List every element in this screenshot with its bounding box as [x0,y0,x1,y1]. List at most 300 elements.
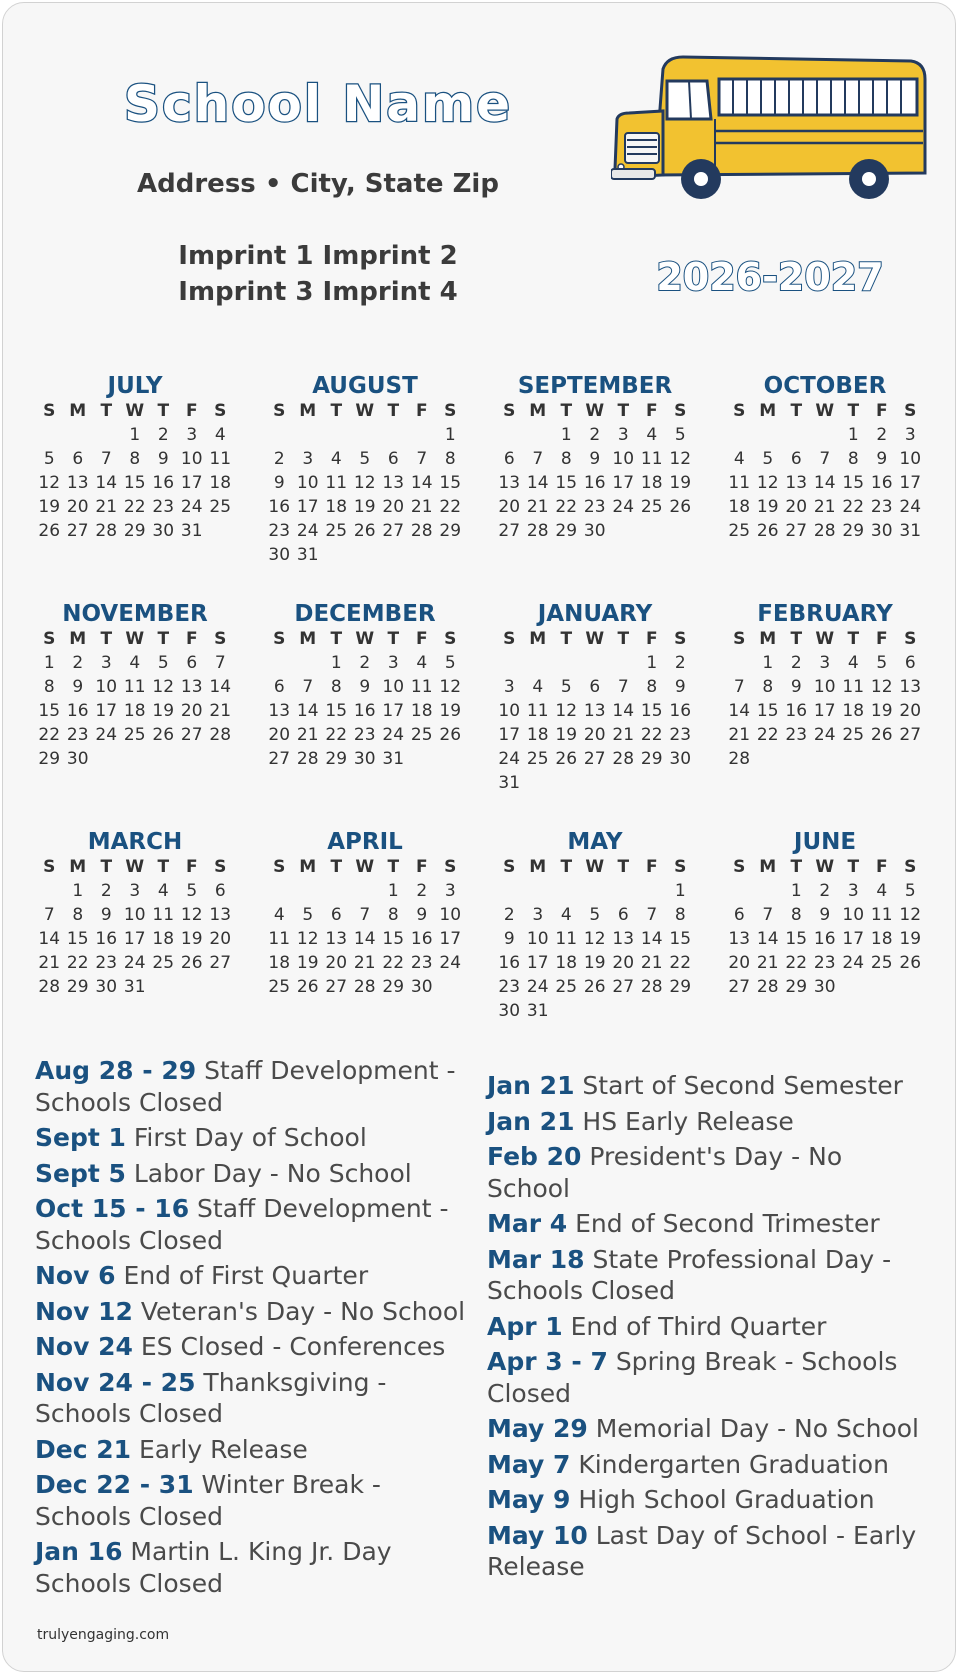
day-cell: 12 [870,677,893,697]
day-cell: 5 [43,449,55,469]
month-name: NOVEMBER [62,601,208,627]
day-cell: 4 [560,905,572,925]
week-row [725,927,925,951]
weekday-label: T [387,401,400,421]
day-cell: 8 [43,677,55,697]
day-cell: 11 [209,449,232,469]
day-cell: 21 [612,725,635,745]
month-april [265,829,465,999]
week-row [495,771,695,795]
day-cell: 26 [555,749,578,769]
day-cell: 1 [72,881,84,901]
month-name: MARCH [87,829,183,855]
day-cell: 20 [66,497,89,517]
day-cell: 16 [498,953,521,973]
week-row [725,519,925,543]
month-name: AUGUST [312,373,418,399]
day-cell: 25 [268,977,291,997]
day-cell: 8 [387,905,399,925]
day-cell [524,879,553,903]
weekday-label: W [125,401,145,421]
week-row [495,651,695,675]
weekday-label: S [733,629,746,649]
day-cell [638,999,667,1023]
weekday-label: M [529,629,547,649]
day-cell: 22 [439,497,462,517]
month-october [725,373,925,543]
day-cell [322,543,351,567]
day-cell: 11 [410,677,433,697]
day-cell: 3 [100,653,112,673]
day-cell [581,651,610,675]
day-cell: 2 [876,425,888,445]
day-cell: 1 [43,653,55,673]
weekday-label: F [875,857,888,877]
day-cell: 8 [129,449,141,469]
day-cell: 4 [532,677,544,697]
day-cell: 21 [728,725,751,745]
week-row [265,951,465,975]
day-cell: 18 [152,929,175,949]
day-cell: 13 [325,929,348,949]
day-cell: 14 [612,701,635,721]
day-cell [64,423,93,447]
day-cell [552,879,581,903]
day-cell: 6 [330,905,342,925]
day-cell: 11 [268,929,291,949]
day-cell: 25 [640,497,663,517]
day-cell: 4 [876,881,888,901]
day-cell: 1 [387,881,399,901]
day-cell: 23 [498,977,521,997]
day-cell: 23 [410,953,433,973]
day-cell: 19 [439,701,462,721]
day-cell [379,423,408,447]
month-may [495,829,695,1023]
day-cell: 9 [503,929,515,949]
weekday-label: S [43,629,56,649]
day-cell: 19 [870,701,893,721]
day-cell: 4 [733,449,745,469]
imprint-line-2: Imprint 3 Imprint 4 [178,277,458,307]
day-cell: 6 [214,881,226,901]
day-cell [35,423,64,447]
week-row [495,951,695,975]
weekday-label: M [69,401,87,421]
day-cell: 13 [180,677,203,697]
day-cell [524,423,553,447]
weekday-label: M [299,401,317,421]
day-cell: 20 [612,953,635,973]
day-cell: 15 [640,701,663,721]
month-december [265,601,465,771]
day-cell: 1 [444,425,456,445]
weekday-label: S [904,857,917,877]
day-cell: 12 [180,905,203,925]
day-cell: 19 [899,929,922,949]
week-row [495,675,695,699]
day-cell [552,999,581,1023]
day-cell: 1 [129,425,141,445]
day-cell: 9 [273,473,285,493]
day-cell: 12 [38,473,61,493]
day-cell: 15 [66,929,89,949]
day-cell: 16 [870,473,893,493]
month-name: JUNE [793,829,857,855]
day-cell: 15 [325,701,348,721]
weekday-label: T [617,401,630,421]
day-cell: 7 [819,449,831,469]
weekday-label: S [904,629,917,649]
day-cell: 13 [899,677,922,697]
weekday-label: W [355,857,375,877]
week-row [35,423,235,447]
day-cell: 14 [526,473,549,493]
day-cell: 31 [123,977,146,997]
day-cell: 19 [152,701,175,721]
day-cell: 17 [296,497,319,517]
weekday-label: W [815,629,835,649]
day-cell: 11 [325,473,348,493]
weekday-label: T [157,629,170,649]
day-cell: 14 [38,929,61,949]
day-cell: 7 [416,449,428,469]
week-row [495,927,695,951]
weekday-label: T [330,857,343,877]
day-cell: 14 [353,929,376,949]
day-cell: 21 [526,497,549,517]
day-cell: 4 [646,425,658,445]
day-cell: 4 [214,425,226,445]
day-cell [638,519,667,543]
day-cell: 5 [876,653,888,673]
event-item: Sept 5 Labor Day - No School [35,1158,412,1188]
day-cell [294,423,323,447]
day-cell: 15 [123,473,146,493]
week-row [35,495,235,519]
week-row [35,471,235,495]
week-row [265,471,465,495]
day-cell: 4 [416,653,428,673]
day-cell: 21 [640,953,663,973]
weekday-label: M [759,629,777,649]
day-cell: 28 [353,977,376,997]
day-cell: 27 [612,977,635,997]
week-row [35,747,235,771]
day-cell: 2 [100,881,112,901]
event-item: May 10 Last Day of School - Early Release [487,1520,917,1581]
day-cell: 27 [382,521,405,541]
day-cell: 24 [95,725,118,745]
weekday-label: F [875,629,888,649]
day-cell: 24 [526,977,549,997]
day-cell: 8 [560,449,572,469]
day-cell: 29 [439,521,462,541]
day-cell: 2 [589,425,601,445]
day-cell [609,519,638,543]
month-november [35,601,235,771]
weekday-header [725,855,925,879]
weekday-label: F [645,857,658,877]
day-cell: 17 [498,725,521,745]
day-cell: 27 [180,725,203,745]
day-cell: 1 [646,653,658,673]
day-cell: 22 [756,725,779,745]
day-cell: 19 [38,497,61,517]
day-cell [666,519,695,543]
week-row [495,999,695,1023]
weekday-header [265,627,465,651]
events-list-right [487,1070,927,1587]
day-cell [896,747,925,771]
day-cell: 7 [214,653,226,673]
day-cell: 31 [498,773,521,793]
day-cell: 12 [296,929,319,949]
day-cell: 25 [870,953,893,973]
day-cell: 9 [589,449,601,469]
day-cell: 3 [904,425,916,445]
day-cell [609,999,638,1023]
day-cell: 13 [785,473,808,493]
day-cell: 8 [330,677,342,697]
day-cell: 13 [728,929,751,949]
weekday-label: F [185,857,198,877]
week-row [35,651,235,675]
day-cell: 7 [43,905,55,925]
weekday-label: T [560,629,573,649]
day-cell: 27 [66,521,89,541]
footer-website: trulyengaging.com [37,1627,170,1643]
week-row [35,951,235,975]
day-cell: 26 [669,497,692,517]
week-row [495,495,695,519]
day-cell: 10 [123,905,146,925]
week-row [495,747,695,771]
day-cell [609,651,638,675]
day-cell [896,975,925,999]
weekday-label: S [674,401,687,421]
day-cell: 2 [359,653,371,673]
day-cell: 27 [728,977,751,997]
day-cell: 24 [842,953,865,973]
day-cell: 2 [273,449,285,469]
day-cell: 7 [646,905,658,925]
day-cell: 20 [268,725,291,745]
day-cell: 13 [382,473,405,493]
day-cell [754,879,783,903]
day-cell: 30 [410,977,433,997]
day-cell [495,879,524,903]
day-cell: 6 [589,677,601,697]
day-cell: 20 [498,497,521,517]
day-cell [436,975,465,999]
day-cell [149,975,178,999]
day-cell: 1 [674,881,686,901]
day-cell: 28 [95,521,118,541]
day-cell: 25 [209,497,232,517]
day-cell: 8 [762,677,774,697]
day-cell: 24 [899,497,922,517]
day-cell: 1 [560,425,572,445]
week-row [725,903,925,927]
calendar-card [2,2,956,1672]
day-cell: 23 [813,953,836,973]
day-cell: 17 [180,473,203,493]
day-cell: 1 [847,425,859,445]
day-cell: 10 [899,449,922,469]
day-cell: 19 [296,953,319,973]
day-cell: 23 [669,725,692,745]
day-cell: 2 [72,653,84,673]
day-cell: 30 [353,749,376,769]
week-row [265,975,465,999]
weekday-label: S [273,857,286,877]
day-cell [581,879,610,903]
day-cell: 22 [66,953,89,973]
event-item: Nov 12 Veteran's Day - No School [35,1296,466,1326]
weekday-label: F [875,401,888,421]
day-cell [552,771,581,795]
day-cell [524,771,553,795]
weekday-header [265,855,465,879]
week-row [725,675,925,699]
month-name: APRIL [327,829,403,855]
event-item: Jan 21 Start of Second Semester [487,1071,903,1100]
day-cell: 28 [38,977,61,997]
day-cell: 15 [555,473,578,493]
day-cell: 18 [728,497,751,517]
day-cell: 1 [330,653,342,673]
day-cell: 30 [95,977,118,997]
day-cell: 10 [439,905,462,925]
day-cell: 13 [583,701,606,721]
week-row [725,495,925,519]
day-cell [495,423,524,447]
weekday-label: S [904,401,917,421]
day-cell [839,747,868,771]
day-cell: 29 [640,749,663,769]
day-cell: 14 [296,701,319,721]
day-cell: 5 [444,653,456,673]
day-cell: 29 [325,749,348,769]
month-january [495,601,695,795]
day-cell: 17 [439,929,462,949]
day-cell: 19 [353,497,376,517]
event-item: Feb 20 President's Day - No School [487,1142,843,1203]
day-cell: 21 [296,725,319,745]
day-cell: 5 [186,881,198,901]
day-cell: 29 [555,521,578,541]
weekday-label: S [43,401,56,421]
day-cell: 17 [612,473,635,493]
week-row [495,975,695,999]
event-item: Oct 15 - 16 Staff Development - Schools Closed [35,1194,449,1255]
day-cell: 13 [66,473,89,493]
day-cell: 25 [842,725,865,745]
day-cell: 11 [842,677,865,697]
day-cell [609,879,638,903]
day-cell: 19 [756,497,779,517]
weekday-label: S [503,629,516,649]
day-cell: 24 [180,497,203,517]
day-cell: 26 [38,521,61,541]
day-cell: 5 [560,677,572,697]
weekday-label: W [125,629,145,649]
day-cell [35,879,64,903]
weekday-label: T [100,401,113,421]
day-cell: 4 [157,881,169,901]
day-cell [839,975,868,999]
school-address: Address • City, State Zip [137,169,499,199]
day-cell: 9 [100,905,112,925]
day-cell: 1 [790,881,802,901]
weekday-label: S [273,401,286,421]
day-cell: 19 [555,725,578,745]
day-cell [322,879,351,903]
day-cell [351,543,380,567]
day-cell: 14 [728,701,751,721]
month-name: SEPTEMBER [517,373,673,399]
week-row [725,423,925,447]
day-cell [754,747,783,771]
day-cell: 5 [302,905,314,925]
week-row [35,699,235,723]
day-cell: 28 [813,521,836,541]
day-cell: 3 [129,881,141,901]
day-cell [495,651,524,675]
week-row [265,447,465,471]
week-row [495,699,695,723]
day-cell [436,747,465,771]
day-cell [524,651,553,675]
weekday-label: T [387,629,400,649]
day-cell: 10 [95,677,118,697]
day-cell: 7 [302,677,314,697]
weekday-label: F [185,629,198,649]
event-item: Dec 22 - 31 Winter Break - Schools Closed [35,1470,381,1531]
event-item: Aug 28 - 29 Staff Development - Schools Closed [35,1056,456,1117]
day-cell: 5 [157,653,169,673]
weekday-label: W [585,629,605,649]
day-cell: 25 [728,521,751,541]
month-name: JANUARY [537,601,653,627]
weekday-label: S [444,401,457,421]
week-row [725,747,925,771]
day-cell: 20 [899,701,922,721]
day-cell: 3 [532,905,544,925]
day-cell: 20 [583,725,606,745]
weekday-label: T [330,629,343,649]
day-cell: 28 [756,977,779,997]
weekday-label: S [273,629,286,649]
week-row [495,879,695,903]
day-cell: 23 [353,725,376,745]
day-cell: 29 [123,521,146,541]
day-cell: 19 [180,929,203,949]
imprint-line-1: Imprint 1 Imprint 2 [178,241,458,271]
day-cell: 18 [640,473,663,493]
day-cell: 29 [66,977,89,997]
day-cell: 24 [612,497,635,517]
month-name: JULY [107,373,163,399]
weekday-label: M [529,401,547,421]
day-cell [92,747,121,771]
day-cell: 22 [640,725,663,745]
event-item: Dec 21 Early Release [35,1434,308,1464]
day-cell: 11 [870,905,893,925]
weekday-label: M [299,629,317,649]
day-cell [868,747,897,771]
